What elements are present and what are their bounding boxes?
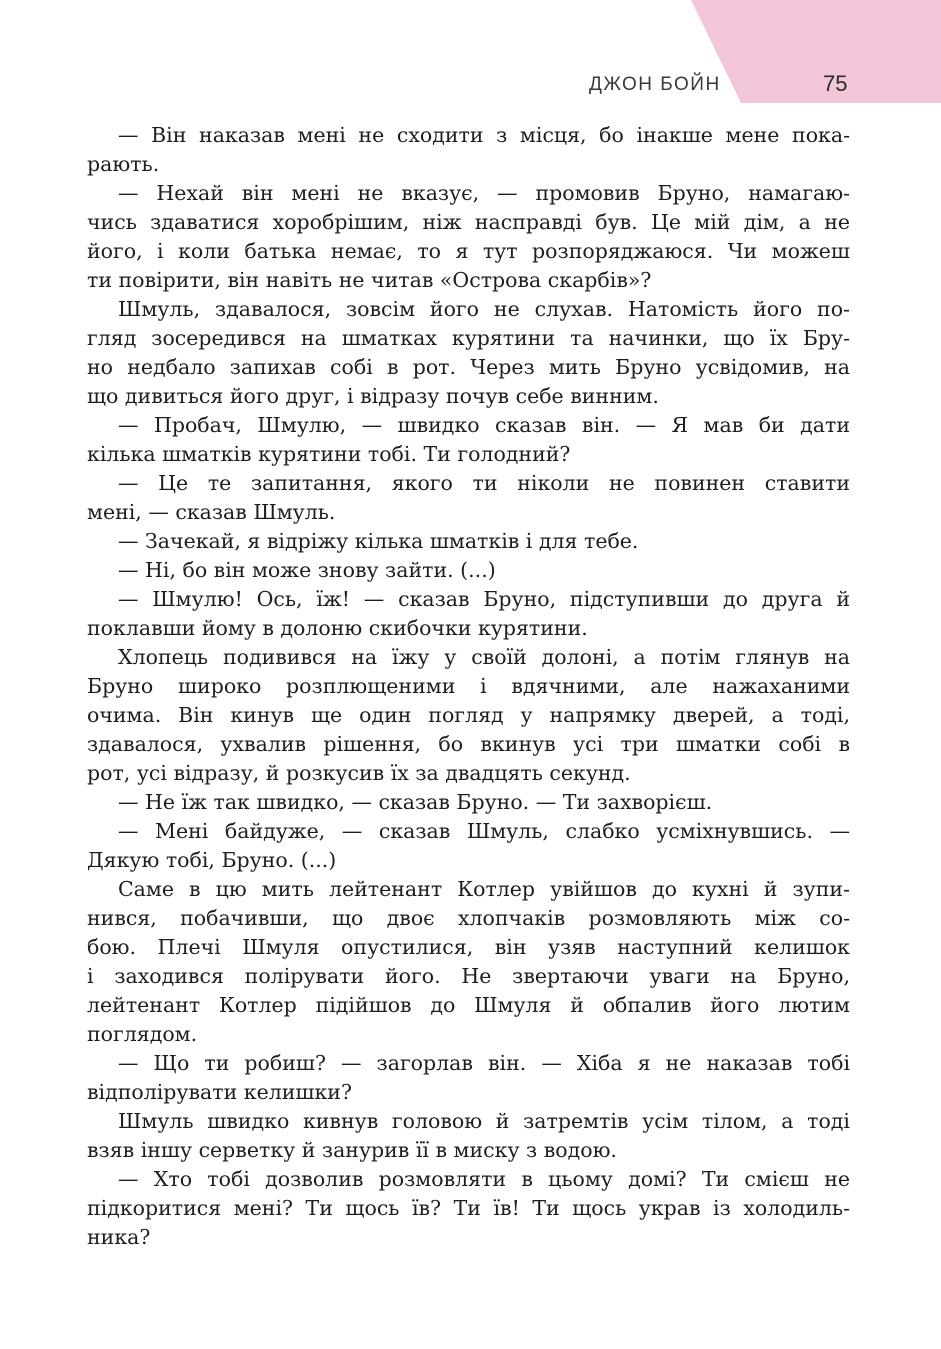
text-line: — Пробач, Шмулю, — швидко сказав він. — Я мав би дати xyxy=(118,413,850,437)
text-line: здавалося, ухвалив рішення, бо вкинув усі три шматки собі в xyxy=(87,732,850,756)
text-line: ника? xyxy=(87,1225,151,1249)
text-line: ти повірити, він навіть не читав «Острова скарбів»? xyxy=(87,268,652,292)
text-line: рають. xyxy=(87,152,160,176)
text-line: відполірувати келишки? xyxy=(87,1080,352,1104)
text-line: — Мені байдуже, — сказав Шмуль, слабко усміхнувшись. — xyxy=(118,819,850,843)
body-text xyxy=(87,121,850,1252)
text-line: — Це те запитання, якого ти ніколи не повинен ставити xyxy=(118,471,850,495)
text-line: рот, усі відразу, й розкусив їх за двадцять секунд. xyxy=(87,761,631,785)
text-line: Саме в цю мить лейтенант Котлер увійшов до кухні й зупи- xyxy=(118,877,850,901)
text-line: кілька шматків курятини тобі. Ти голодний? xyxy=(87,442,571,466)
text-line: Хлопець подивився на їжу у своїй долоні, а потім глянув на xyxy=(118,645,850,669)
page-number: 75 xyxy=(823,71,848,96)
text-line: його, і коли батька немає, то я тут розпоряджаюся. Чи можеш xyxy=(87,239,850,263)
text-line: і заходився полірувати його. Не звертаючи уваги на Бруно, xyxy=(87,964,850,988)
text-line: но недбало запихав собі в рот. Через мить Бруно усвідомив, на xyxy=(87,355,850,379)
text-line: чись здаватися хоробрішим, ніж насправді був. Це мій дім, а не xyxy=(87,210,850,234)
text-line: Бруно широко розплющеними і вдячними, але нажаханими xyxy=(87,674,850,698)
text-line: очима. Він кинув ще один погляд у напрямку дверей, а тоді, xyxy=(87,703,850,727)
text-line: — Що ти робиш? — загорлав він. — Хіба я не наказав тобі xyxy=(118,1051,850,1075)
text-line: лейтенант Котлер підійшов до Шмуля й обпалив його лютим xyxy=(87,993,850,1017)
text-line: мені, — сказав Шмуль. xyxy=(87,500,336,524)
text-line: Шмуль швидко кивнув головою й затремтів усім тілом, а тоді xyxy=(118,1109,850,1133)
text-line: Дякую тобі, Бруно. (...) xyxy=(87,848,337,872)
text-line: — Він наказав мені не сходити з місця, бо інакше мене пока- xyxy=(118,123,850,147)
text-line: — Ні, бо він може знову зайти. (...) xyxy=(118,558,496,582)
text-line: нився, побачивши, що двоє хлопчаків розмовляють між со- xyxy=(87,906,850,930)
text-line: що дивиться його друг, і відразу почув себе винним. xyxy=(87,384,659,408)
text-line: поклавши йому в долоню скибочки курятини. xyxy=(87,616,588,640)
page-corner-tab xyxy=(691,0,941,103)
text-line: поглядом. xyxy=(87,1022,198,1046)
text-line: — Хто тобі дозволив розмовляти в цьому домі? Ти смієш не xyxy=(118,1167,850,1191)
text-line: — Зачекай, я відріжу кілька шматків і для тебе. xyxy=(118,529,639,553)
text-line: — Не їж так швидко, — сказав Бруно. — Ти захворієш. xyxy=(118,790,713,814)
text-line: — Шмулю! Ось, їж! — сказав Бруно, підступивши до друга й xyxy=(118,587,850,611)
text-line: Шмуль, здавалося, зовсім його не слухав. Натомість його по- xyxy=(118,297,850,321)
text-line: взяв іншу серветку й занурив її в миску з водою. xyxy=(87,1138,617,1162)
running-header-author: ДЖОН БОЙН xyxy=(589,74,721,95)
text-line: підкоритися мені? Ти щось їв? Ти їв! Ти щось украв із холодиль- xyxy=(87,1196,850,1220)
text-line: гляд зосередився на шматках курятини та начинки, що їх Бру- xyxy=(87,326,850,350)
text-line: — Нехай він мені не вказує, — промовив Бруно, намагаю- xyxy=(118,181,850,205)
text-line: бою. Плечі Шмуля опустилися, він узяв наступний келишок xyxy=(87,935,850,959)
